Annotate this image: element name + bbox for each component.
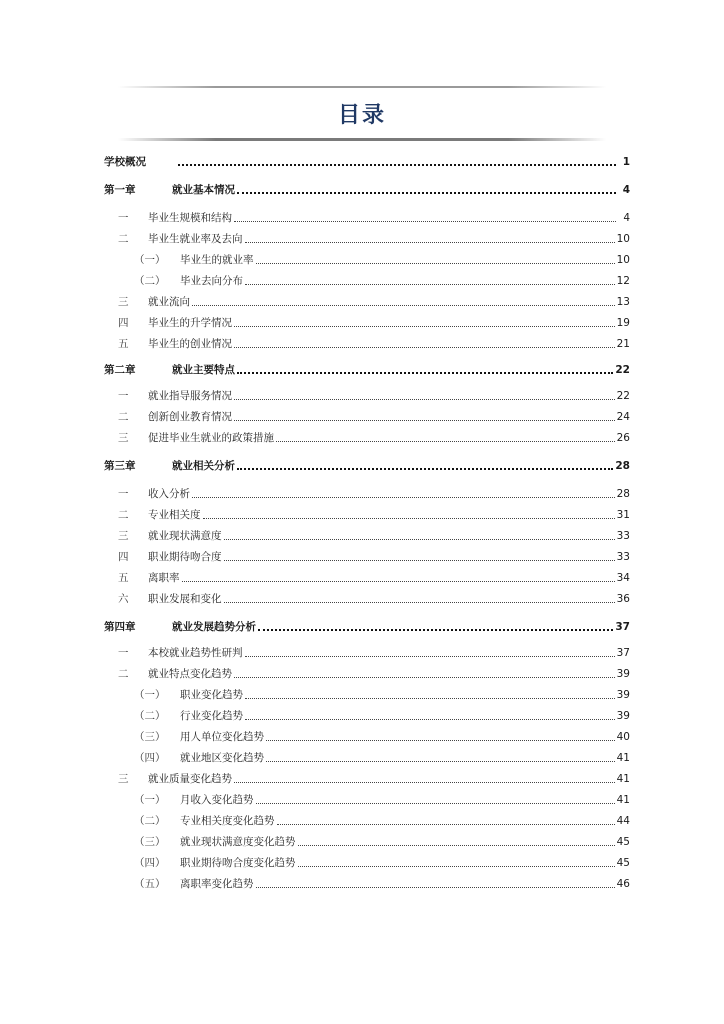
toc-section-entry[interactable] (104, 528, 630, 544)
toc-leader-dots (192, 486, 615, 498)
toc-page-number: 40 (616, 731, 630, 743)
toc-entry-number: （三） (134, 731, 166, 743)
toc-page-number: 10 (616, 233, 630, 245)
toc-page-number: 19 (616, 317, 630, 329)
toc-leader-dots (258, 619, 613, 631)
toc-page-number: 46 (616, 878, 630, 890)
toc-leader-dots (245, 645, 615, 657)
toc-page-number: 4 (623, 212, 630, 224)
toc-entry-title: 专业相关度 (148, 509, 201, 521)
toc-entry-number: 第一章 (104, 184, 136, 196)
toc-entry-title: 创新创业教育情况 (148, 411, 232, 423)
toc-subsection-entry[interactable] (104, 273, 630, 289)
toc-entry-title: 就业基本情况 (172, 184, 235, 196)
toc-entry-number: 一 (118, 647, 129, 659)
toc-section-entry[interactable] (104, 336, 630, 352)
toc-entry-title: 就业主要特点 (172, 364, 235, 376)
toc-section-entry[interactable] (104, 645, 630, 661)
toc-page-number: 22 (615, 364, 630, 376)
toc-section-entry[interactable] (104, 231, 630, 247)
toc-entry-number: 三 (118, 530, 129, 542)
toc-leader-dots (245, 708, 615, 720)
toc-entry-number: （一） (134, 689, 166, 701)
toc-entry-title: 就业特点变化趋势 (148, 668, 232, 680)
toc-page-number: 45 (616, 836, 630, 848)
toc-entry-number: 二 (118, 411, 129, 423)
toc-entry-number: 四 (118, 317, 129, 329)
toc-entry-number: 六 (118, 593, 129, 605)
toc-page-number: 37 (615, 621, 630, 633)
toc-entry-title: 就业地区变化趋势 (180, 752, 264, 764)
toc-entry-title: 就业指导服务情况 (148, 390, 232, 402)
toc-leader-dots (234, 388, 615, 400)
toc-entry-number: 五 (118, 572, 129, 584)
toc-leader-dots (224, 528, 615, 540)
toc-entry-number: （三） (134, 836, 166, 848)
toc-subsection-entry[interactable] (104, 876, 630, 892)
toc-entry-title: 职业期待吻合度 (148, 551, 222, 563)
toc-page-number: 33 (616, 530, 630, 542)
toc-section-entry[interactable] (104, 666, 630, 682)
toc-entry-number: （一） (134, 254, 166, 266)
toc-section-entry[interactable] (104, 591, 630, 607)
toc-subsection-entry[interactable] (104, 792, 630, 808)
toc-page-number: 36 (616, 593, 630, 605)
toc-page-number: 41 (616, 773, 630, 785)
toc-entry-number: （五） (134, 878, 166, 890)
toc-entry-number: （二） (134, 710, 166, 722)
toc-chapter-entry[interactable] (104, 182, 630, 198)
toc-page-number: 28 (616, 488, 630, 500)
toc-leader-dots (224, 591, 615, 603)
toc-leader-dots (192, 294, 615, 306)
toc-entry-number: 第三章 (104, 460, 136, 472)
toc-section-entry[interactable] (104, 315, 630, 331)
toc-entry-title: 行业变化趋势 (180, 710, 243, 722)
toc-page-number: 45 (616, 857, 630, 869)
toc-leader-dots (245, 231, 615, 243)
toc-leader-dots (234, 771, 615, 783)
toc-leader-dots (266, 729, 615, 741)
page-title: 目录 (337, 103, 386, 128)
toc-entry-title: 专业相关度变化趋势 (180, 815, 275, 827)
toc-subsection-entry[interactable] (104, 813, 630, 829)
toc-entry-title: 毕业生就业率及去向 (148, 233, 243, 245)
toc-entry-title: 就业质量变化趋势 (148, 773, 232, 785)
toc-page-number: 10 (616, 254, 630, 266)
toc-section-entry[interactable] (104, 388, 630, 404)
toc-leader-dots (277, 813, 615, 825)
toc-leader-dots (234, 336, 615, 348)
toc-entry-title: 就业现状满意度 (148, 530, 222, 542)
toc-entry-number: 二 (118, 233, 129, 245)
toc-entry-number: 三 (118, 296, 129, 308)
toc-entry-title: 就业相关分析 (172, 460, 235, 472)
toc-entry-number: （二） (134, 815, 166, 827)
toc-leader-dots (298, 834, 615, 846)
toc-page-number: 22 (616, 390, 630, 402)
toc-entry-number: 一 (118, 390, 129, 402)
toc-page-number: 44 (616, 815, 630, 827)
toc-page-number: 21 (616, 338, 630, 350)
toc-page-number: 33 (616, 551, 630, 563)
toc-entry-title: 离职率变化趋势 (180, 878, 254, 890)
toc-leader-dots (256, 876, 615, 888)
toc-page-number: 31 (616, 509, 630, 521)
toc-entry-number: 三 (118, 773, 129, 785)
toc-leader-dots (256, 792, 615, 804)
toc-entry-title: 毕业去向分布 (180, 275, 243, 287)
toc-subsection-entry[interactable] (104, 687, 630, 703)
toc-page-number: 39 (616, 689, 630, 701)
toc-subsection-entry[interactable] (104, 252, 630, 268)
toc-page-number: 39 (616, 710, 630, 722)
toc-page-number: 13 (616, 296, 630, 308)
toc-leader-dots (234, 210, 616, 222)
toc-leader-dots (276, 430, 615, 442)
toc-entry-title: 毕业生的就业率 (180, 254, 254, 266)
toc-entry-number: 三 (118, 432, 129, 444)
toc-entry-title: 职业发展和变化 (148, 593, 222, 605)
toc-entry-number: 二 (118, 509, 129, 521)
toc-leader-dots (234, 409, 615, 421)
toc-entry-title: 收入分析 (148, 488, 190, 500)
toc-page-number: 28 (615, 460, 630, 472)
toc-entry-title: 就业流向 (148, 296, 190, 308)
toc-page-number: 41 (616, 752, 630, 764)
toc-entry-number: 四 (118, 551, 129, 563)
toc-section-entry[interactable] (104, 771, 630, 787)
toc-entry-title: 毕业生的创业情况 (148, 338, 232, 350)
toc-entry-number: （四） (134, 752, 166, 764)
toc-entry-number: （四） (134, 857, 166, 869)
toc-chapter-entry[interactable] (104, 362, 630, 378)
toc-leader-dots (237, 182, 616, 194)
toc-entry-title: 职业期待吻合度变化趋势 (180, 857, 296, 869)
toc-leader-dots (237, 362, 613, 374)
toc-leader-dots (178, 154, 616, 166)
toc-page-number: 26 (616, 432, 630, 444)
toc-chapter-entry[interactable] (104, 154, 630, 170)
toc-subsection-entry[interactable] (104, 855, 630, 871)
toc-entry-number: （二） (134, 275, 166, 287)
toc-section-entry[interactable] (104, 409, 630, 425)
toc-entry-number: 五 (118, 338, 129, 350)
toc-chapter-entry[interactable] (104, 458, 630, 474)
toc-leader-dots (298, 855, 615, 867)
toc-entry-title: 离职率 (148, 572, 180, 584)
toc-entry-title: 毕业生规模和结构 (148, 212, 232, 224)
toc-entry-title: 促进毕业生就业的政策措施 (148, 432, 274, 444)
title-top-rule (118, 86, 606, 88)
toc-leader-dots (182, 570, 615, 582)
toc-section-entry[interactable] (104, 507, 630, 523)
toc-page-number: 24 (616, 411, 630, 423)
toc-leader-dots (245, 273, 615, 285)
toc-leader-dots (234, 666, 615, 678)
toc-chapter-entry[interactable] (104, 619, 630, 635)
toc-entry-number: 学校概况 (104, 156, 146, 168)
toc-page-number: 12 (616, 275, 630, 287)
toc-section-entry[interactable] (104, 294, 630, 310)
toc-entry-title: 就业发展趋势分析 (172, 621, 256, 633)
toc-entry-number: 一 (118, 212, 129, 224)
toc-section-entry[interactable] (104, 570, 630, 586)
title-bottom-rule (118, 138, 606, 141)
toc-page-number: 4 (622, 184, 630, 196)
toc-leader-dots (245, 687, 615, 699)
toc-page-number: 39 (616, 668, 630, 680)
toc-leader-dots (237, 458, 613, 470)
toc-entry-number: 第二章 (104, 364, 136, 376)
toc-entry-title: 用人单位变化趋势 (180, 731, 264, 743)
toc-entry-number: 第四章 (104, 621, 136, 633)
toc-entry-title: 毕业生的升学情况 (148, 317, 232, 329)
toc-section-entry[interactable] (104, 549, 630, 565)
toc-entry-title: 职业变化趋势 (180, 689, 243, 701)
toc-leader-dots (224, 549, 615, 561)
toc-page-number: 34 (616, 572, 630, 584)
toc-section-entry[interactable] (104, 210, 630, 226)
toc-subsection-entry[interactable] (104, 708, 630, 724)
title-block (0, 86, 724, 144)
toc-subsection-entry[interactable] (104, 834, 630, 850)
toc-entry-title: 就业现状满意度变化趋势 (180, 836, 296, 848)
toc-leader-dots (266, 750, 615, 762)
toc-page-number: 41 (616, 794, 630, 806)
toc-entry-number: 一 (118, 488, 129, 500)
toc-page-number: 1 (622, 156, 630, 168)
toc-entry-title: 本校就业趋势性研判 (148, 647, 243, 659)
toc-leader-dots (234, 315, 615, 327)
toc-entry-number: 二 (118, 668, 129, 680)
toc-page-number: 37 (616, 647, 630, 659)
toc-leader-dots (256, 252, 615, 264)
toc-entry-number: （一） (134, 794, 166, 806)
toc-leader-dots (203, 507, 615, 519)
toc-subsection-entry[interactable] (104, 750, 630, 766)
toc-section-entry[interactable] (104, 430, 630, 446)
toc-entry-title: 月收入变化趋势 (180, 794, 254, 806)
toc-section-entry[interactable] (104, 486, 630, 502)
toc-subsection-entry[interactable] (104, 729, 630, 745)
